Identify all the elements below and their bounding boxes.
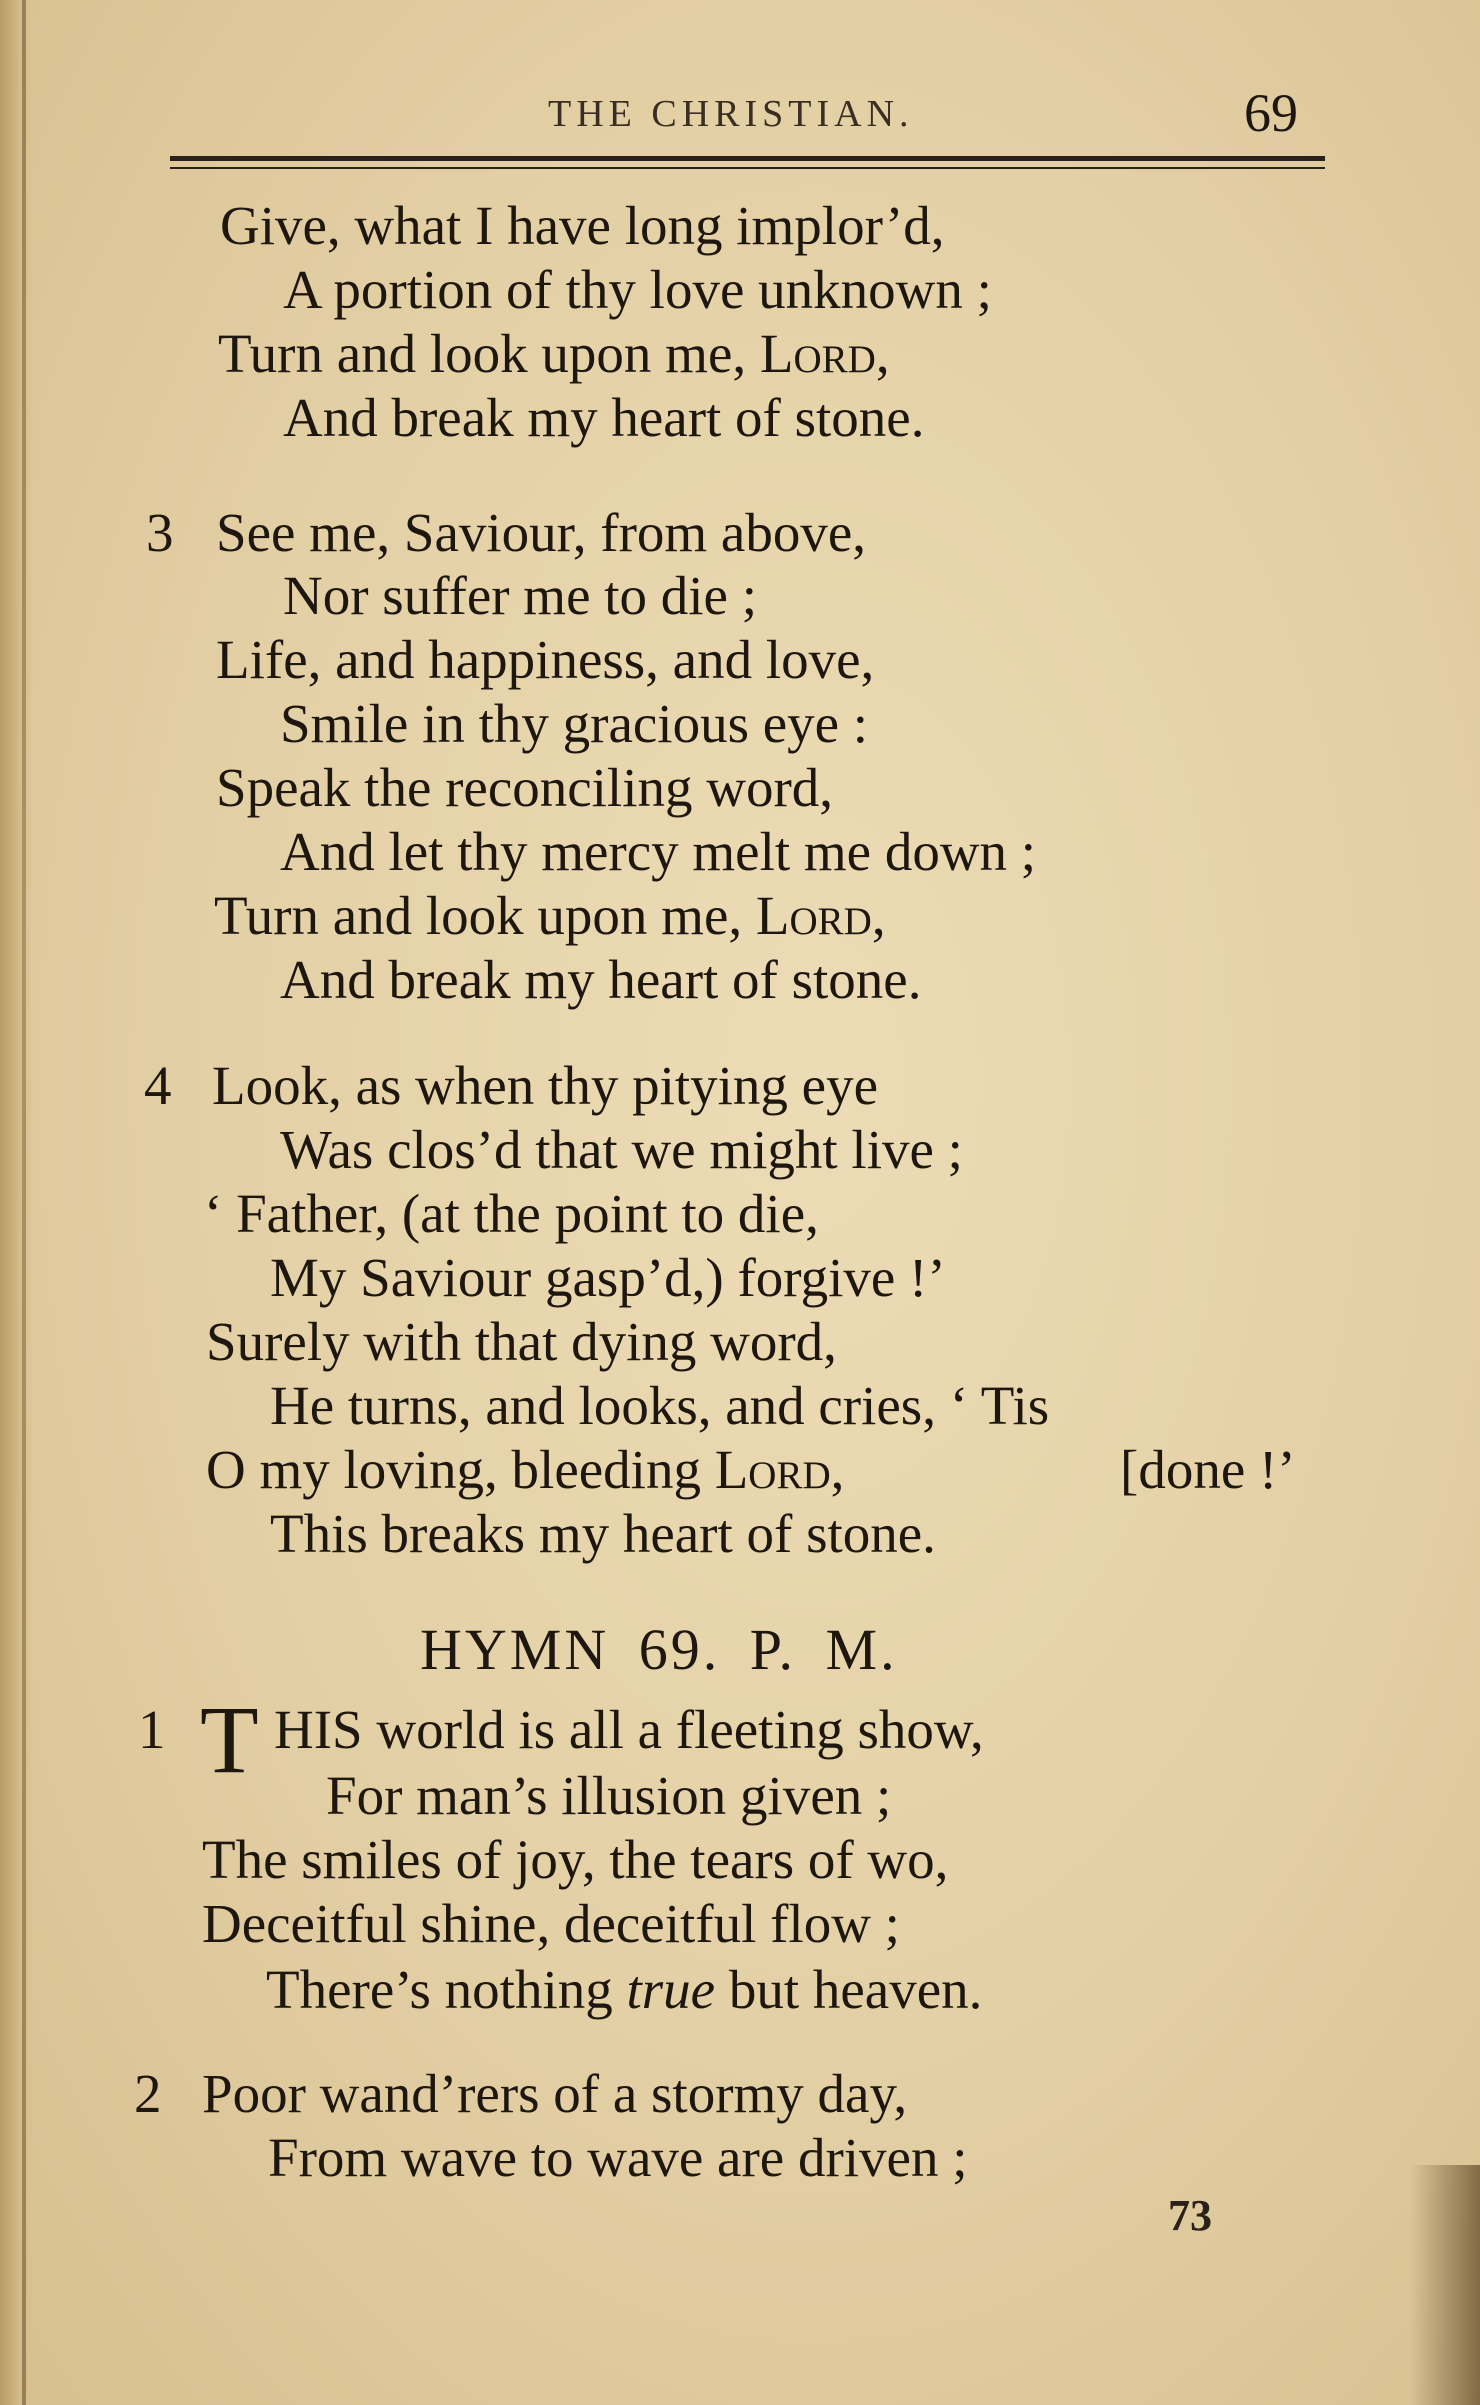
stanza-cont-line-2: A portion of thy love unknown ; xyxy=(283,259,992,320)
stanza4-line-2: Was clos’d that we might live ; xyxy=(280,1119,963,1180)
hymn69-s2-line-2: From wave to wave are driven ; xyxy=(268,2127,968,2188)
stanza4-line-3: ‘ Father, (at the point to die, xyxy=(204,1183,819,1244)
lord-smallcaps: Lord xyxy=(759,323,876,384)
stanza3-line-1: See me, Saviour, from above, xyxy=(216,502,866,563)
header-rule-thick xyxy=(170,156,1325,161)
page-number: 69 xyxy=(1244,83,1298,143)
hymn-title: HYMN 69. P. M. xyxy=(420,1617,898,1682)
stanza3-line-7 xyxy=(214,885,886,946)
line-text: O my loving, bleeding xyxy=(206,1439,701,1500)
comma: , xyxy=(871,885,886,946)
signature-mark: 73 xyxy=(1168,2191,1212,2240)
stanza-number: 3 xyxy=(146,502,174,563)
line-text: but heaven. xyxy=(728,1959,983,2020)
binding-shadow-line xyxy=(22,0,26,2405)
stanza4-line-4: My Saviour gasp’d,) forgive !’ xyxy=(270,1247,946,1308)
italic-word: true xyxy=(626,1959,716,2020)
stanza-number: 2 xyxy=(134,2063,162,2124)
stanza3-line-2: Nor suffer me to die ; xyxy=(283,565,757,626)
hymn69-s1-line-4: Deceitful shine, deceitful flow ; xyxy=(202,1893,900,1954)
hymn69-s1-line-5 xyxy=(266,1959,983,2020)
stanza4-line-5: Surely with that dying word, xyxy=(206,1311,837,1372)
stanza-number: 1 xyxy=(138,1699,166,1760)
refrain-text: Turn and look upon me, xyxy=(214,885,743,946)
page-binding-edge xyxy=(0,0,34,2405)
stanza-cont-line-3 xyxy=(218,323,890,384)
stanza3-line-6: And let thy mercy melt me down ; xyxy=(280,821,1037,882)
comma: , xyxy=(875,323,890,384)
hymn69-s2-line-1: Poor wand’rers of a stormy day, xyxy=(202,2063,908,2124)
refrain-text: Turn and look upon me, xyxy=(218,323,747,384)
line-text: There’s nothing xyxy=(266,1959,613,2020)
page-corner-shadow xyxy=(1410,2165,1480,2405)
header-rule-thin xyxy=(170,167,1325,169)
lord-smallcaps: Lord xyxy=(755,885,872,946)
stanza-cont-line-4: And break my heart of stone. xyxy=(283,387,925,448)
comma: , xyxy=(830,1439,845,1500)
stanza4-line-6: He turns, and looks, and cries, ‘ Tis xyxy=(270,1375,1050,1436)
hymn69-s1-line-3: The smiles of joy, the tears of wo, xyxy=(202,1829,949,1890)
stanza3-line-4: Smile in thy gracious eye : xyxy=(280,693,869,754)
stanza3-line-3: Life, and happiness, and love, xyxy=(216,629,875,690)
stanza4-line-1: Look, as when thy pitying eye xyxy=(212,1055,878,1116)
stanza4-line-7 xyxy=(206,1439,845,1500)
stanza3-line-5: Speak the reconciling word, xyxy=(216,757,834,818)
stanza-cont-line-1: Give, what I have long implor’d, xyxy=(220,195,945,256)
running-head: THE CHRISTIAN. xyxy=(548,93,914,135)
hymn69-s1-line-2: For man’s illusion given ; xyxy=(326,1765,892,1826)
hymn69-s1-line-1: HIS world is all a fleeting show, xyxy=(274,1699,984,1760)
lord-smallcaps: Lord xyxy=(714,1439,831,1500)
stanza4-line-8: This breaks my heart of stone. xyxy=(270,1503,936,1564)
drop-cap: T xyxy=(200,1686,259,1793)
stanza-number: 4 xyxy=(144,1055,172,1116)
stanza3-line-8: And break my heart of stone. xyxy=(280,949,922,1010)
turnover-bracket-text: [done !’ xyxy=(1120,1439,1296,1500)
